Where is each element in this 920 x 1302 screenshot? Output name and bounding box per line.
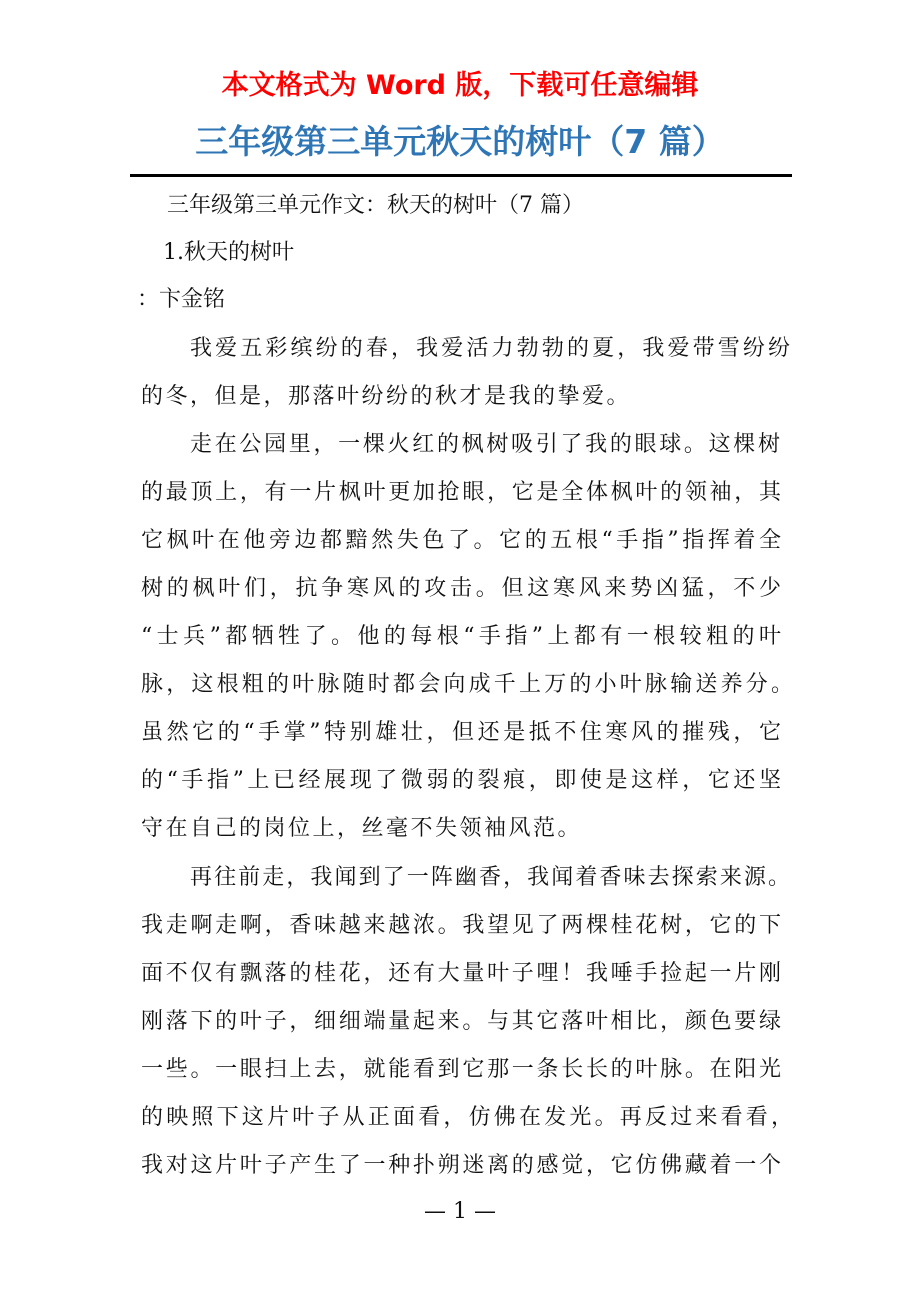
text-line: 脉，这根粗的叶脉随时都会向成千上万的小叶脉输送养分。: [141, 672, 793, 697]
text-line: 的冬，但是，那落叶纷纷的秋才是我的挚爱。: [141, 384, 632, 409]
text-line: 刚落下的叶子，细细端量起来。与其它落叶相比，颜色要绿: [141, 1009, 781, 1034]
title-divider: [130, 174, 792, 177]
text-line: 它枫叶在他旁边都黯然失色了。它的五根“手指”指挥着全: [141, 528, 781, 553]
text-line: 我走啊走啊，香味越来越浓。我望见了两棵桂花树，它的下: [141, 913, 781, 938]
document-title: 三年级第三单元秋天的树叶（7 篇）: [195, 122, 725, 161]
author-line: ：卞金铭: [137, 287, 226, 312]
text-line: 的“手指”上已经展现了微弱的裂痕，即使是这样，它还坚: [141, 768, 781, 793]
text-line: 面不仅有飘落的桂花，还有大量叶子哩！我唾手捡起一片刚: [141, 961, 781, 986]
text-line: 我爱五彩缤纷的春，我爱活力勃勃的夏，我爱带雪纷纷: [190, 336, 790, 361]
text-line: 守在自己的岗位上，丝毫不失领袖风范。: [141, 816, 583, 841]
text-line: 走在公园里，一棵火红的枫树吸引了我的眼球。这棵树: [190, 432, 780, 457]
text-line: 一些。一眼扫上去，就能看到它那一条长长的叶脉。在阳光: [141, 1057, 781, 1082]
text-line: 树的枫叶们，抗争寒风的攻击。但这寒风来势凶猛，不少: [141, 576, 781, 601]
text-line: 我对这片叶子产生了一种扑朔迷离的感觉，它仿佛藏着一个: [141, 1153, 781, 1178]
page-number: — 1 —: [424, 1199, 496, 1224]
section-heading: 1.秋天的树叶: [163, 240, 294, 265]
text-line: 虽然它的“手掌”特别雄壮，但还是抵不住寒风的摧残，它: [141, 720, 781, 745]
format-notice: 本文格式为 Word 版，下载可任意编辑: [221, 70, 699, 101]
text-line: 的映照下这片叶子从正面看，仿佛在发光。再反过来看看，: [141, 1105, 793, 1130]
text-line: 再往前走，我闻到了一阵幽香，我闻着香味去探索来源。: [190, 865, 790, 890]
text-line: “士兵”都牺牲了。他的每根“手指”上都有一根较粗的叶: [141, 624, 781, 649]
subtitle: 三年级第三单元作文：秋天的树叶（7 篇）: [167, 193, 584, 218]
text-line: 的最顶上，有一片枫叶更加抢眼，它是全体枫叶的领袖，其: [141, 480, 781, 505]
